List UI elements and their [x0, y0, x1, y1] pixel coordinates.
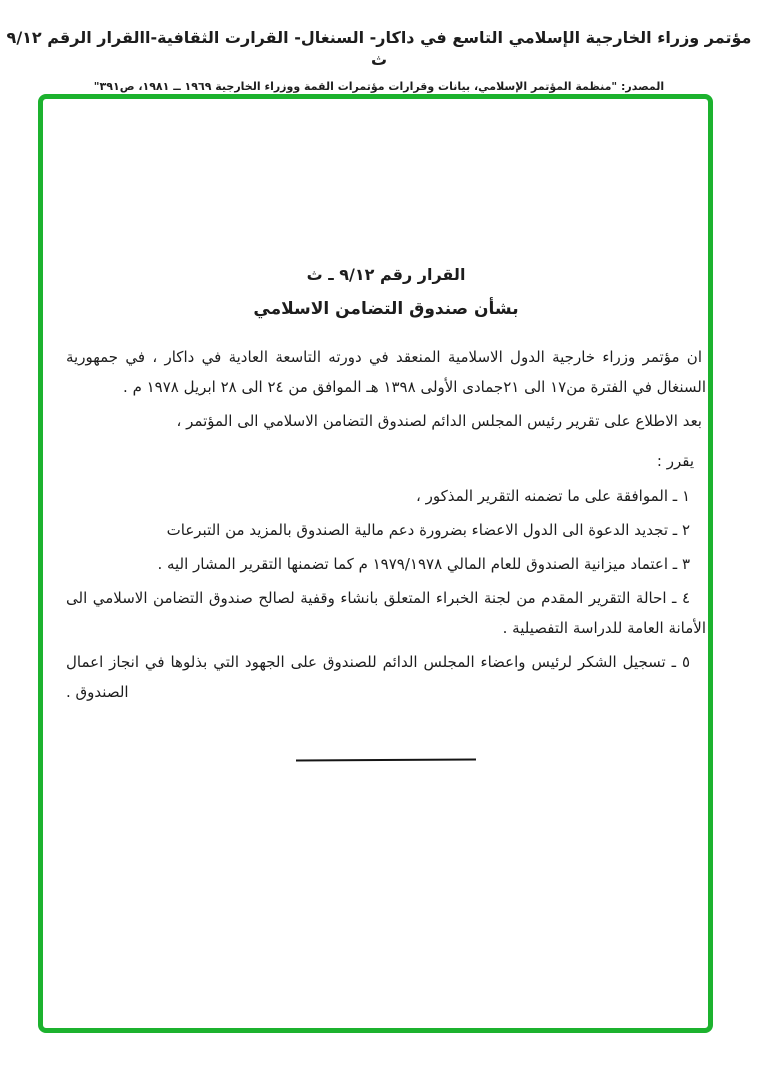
resolution-item-line: ٤ ـ احالة التقرير المقدم من لجنة الخبراء المتعلق بانشاء وقفية لصالح صندوق التضامن الاسلامي الى: [66, 589, 690, 607]
resolution-item-line: الأمانة العامة للدراسة التفصيلية .: [502, 619, 706, 637]
resolution-item-1: [66, 481, 706, 511]
resolution-item-line: ٣ ـ اعتماد ميزانية الصندوق للعام المالي ١٩٧٩/١٩٧٨ م كما تضمنها التقرير المشار اليه .: [157, 555, 690, 573]
preamble-paragraph2: بعد الاطلاع على تقرير رئيس المجلس الدائم لصندوق التضامن الاسلامي الى المؤتمر ،: [176, 412, 702, 430]
resolution-item-line: الصندوق .: [66, 683, 129, 701]
resolution-number-line: القرار رقم ٩/١٢ ـ ث: [306, 265, 466, 284]
preamble-paragraph1-line2: السنغال في الفترة من١٧ الى ٢١جمادى الأولى ١٣٩٨ هـ الموافق من ٢٤ الى ٢٨ ابريل ١٩٧٨ م .: [123, 378, 706, 396]
resolution-item-4: [66, 583, 706, 643]
resolution-item-line: ١ ـ الموافقة على ما تضمنه التقرير المذكور ،: [415, 487, 690, 505]
resolution-item-2: [66, 515, 706, 545]
resolution-subject-line: بشأن صندوق التضامن الاسلامي: [253, 299, 519, 319]
resolution-item-line: ٥ ـ تسجيل الشكر لرئيس واعضاء المجلس الدائم للصندوق على الجهود التي بذلوها في انجاز اعمال: [66, 653, 690, 671]
resolution-item-5: [66, 647, 706, 707]
resolution-item-line: ٢ ـ تجديد الدعوة الى الدول الاعضاء بضرورة دعم مالية الصندوق بالمزيد من التبرعات: [166, 521, 690, 539]
document-header: [0, 27, 758, 94]
resolution-item-3: [66, 549, 706, 579]
header-conference-title: مؤتمر وزراء الخارجية الإسلامي التاسع في داكار- السنغال- القرارت الثقافية-االقرار الرقم ٩/١٢ ث: [6, 28, 752, 69]
header-source-citation: المصدر: "منظمة المؤتمر الإسلامي، بيانات وقرارات مؤتمرات القمة ووزراء الخارجية ١٩٦٩ ــ ١٩٨١، ص٣٩١": [93, 80, 665, 93]
decides-label: يقرر :: [656, 452, 694, 470]
preamble-paragraph1-line1: ان مؤتمر وزراء خارجية الدول الاسلامية المنعقد في دورته التاسعة العادية في داكار ، في جمهورية: [66, 348, 702, 366]
resolution-body: [66, 262, 706, 761]
